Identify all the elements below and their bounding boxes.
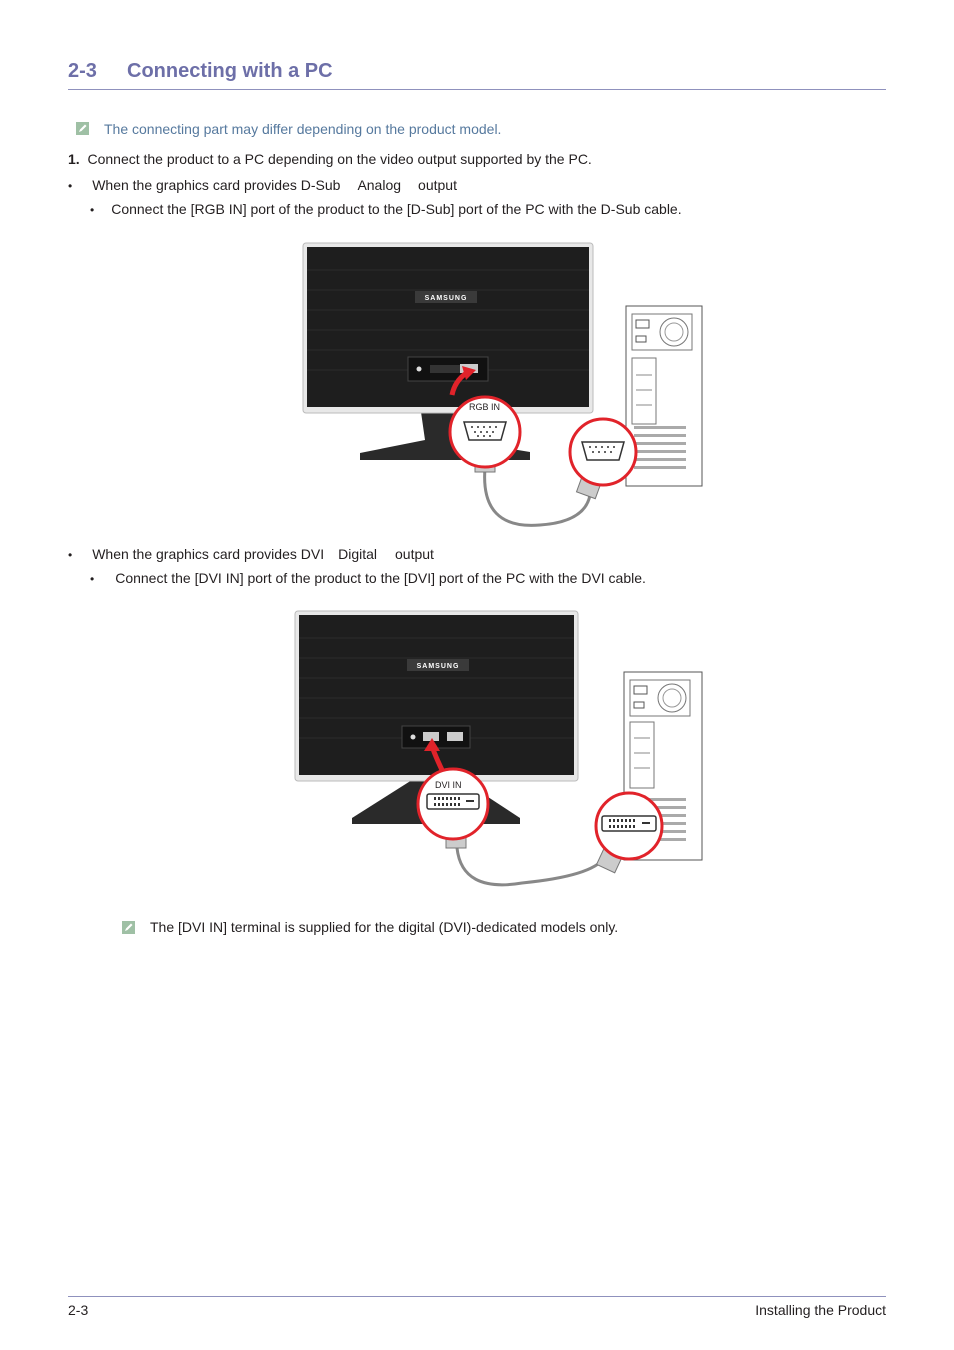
note-pencil-icon bbox=[76, 122, 89, 135]
footer-chapter: Installing the Product bbox=[755, 1302, 886, 1318]
bullet-dvi: • When the graphics card provides DVI Digital output bbox=[68, 546, 434, 562]
dsub-connection-diagram bbox=[300, 240, 705, 530]
section-number: 2-3 bbox=[68, 60, 97, 82]
dsub-bullet-part-1: When the graphics card provides D-Sub bbox=[92, 177, 341, 193]
brand-logo: SAMSUNG bbox=[424, 295, 468, 302]
dsub-bullet-part-2: Analog bbox=[357, 177, 402, 193]
dvi-bullet-part-1: When the graphics card provides DVI bbox=[92, 546, 325, 562]
dvi-bullet-part-3: output bbox=[395, 546, 434, 562]
sub-bullet-dvi: • Connect the [DVI IN] port of the product to the [DVI] port of the PC with the DVI cable. bbox=[90, 570, 646, 586]
dvi-connection-diagram bbox=[292, 608, 705, 898]
step-number: 1. bbox=[68, 151, 80, 167]
dvi-sub-bullet-text: Connect the [DVI IN] port of the product to the [DVI] port of the PC with the DVI cable. bbox=[115, 570, 646, 586]
section-title bbox=[68, 60, 333, 83]
sub-bullet-dsub: • Connect the [RGB IN] port of the product to the [D-Sub] port of the PC with the D-Sub cable. bbox=[90, 201, 682, 217]
step-1 bbox=[68, 151, 592, 167]
footer-divider bbox=[68, 1296, 886, 1297]
dvi-bullet-part-2: Digital bbox=[338, 546, 377, 562]
note-pencil-icon bbox=[122, 921, 135, 934]
dvi-in-label: DVI IN bbox=[435, 780, 462, 790]
note-dvi-models: The [DVI IN] terminal is supplied for the digital (DVI)-dedicated models only. bbox=[150, 919, 619, 935]
dvi-cable bbox=[457, 848, 604, 885]
brand-logo: SAMSUNG bbox=[416, 663, 460, 670]
dsub-cable bbox=[485, 468, 590, 525]
footer-page-number: 2-3 bbox=[68, 1302, 89, 1318]
step-text: Connect the product to a PC depending on the video output supported by the PC. bbox=[87, 151, 592, 167]
monitor-back bbox=[307, 247, 589, 407]
title-divider bbox=[68, 89, 886, 90]
pc-vga-port-icon bbox=[582, 442, 624, 460]
note-product-model: The connecting part may differ depending on the product model. bbox=[104, 121, 502, 137]
section-title-text: Connecting with a PC bbox=[127, 60, 333, 82]
dsub-sub-bullet-text: Connect the [RGB IN] port of the product to the [D-Sub] port of the PC with the D-Sub cable. bbox=[111, 201, 682, 217]
bullet-dsub: • When the graphics card provides D-Sub Analog output bbox=[68, 177, 457, 193]
rgb-in-label: RGB IN bbox=[469, 402, 501, 412]
dsub-bullet-part-3: output bbox=[418, 177, 457, 193]
vga-port-icon bbox=[464, 422, 506, 440]
